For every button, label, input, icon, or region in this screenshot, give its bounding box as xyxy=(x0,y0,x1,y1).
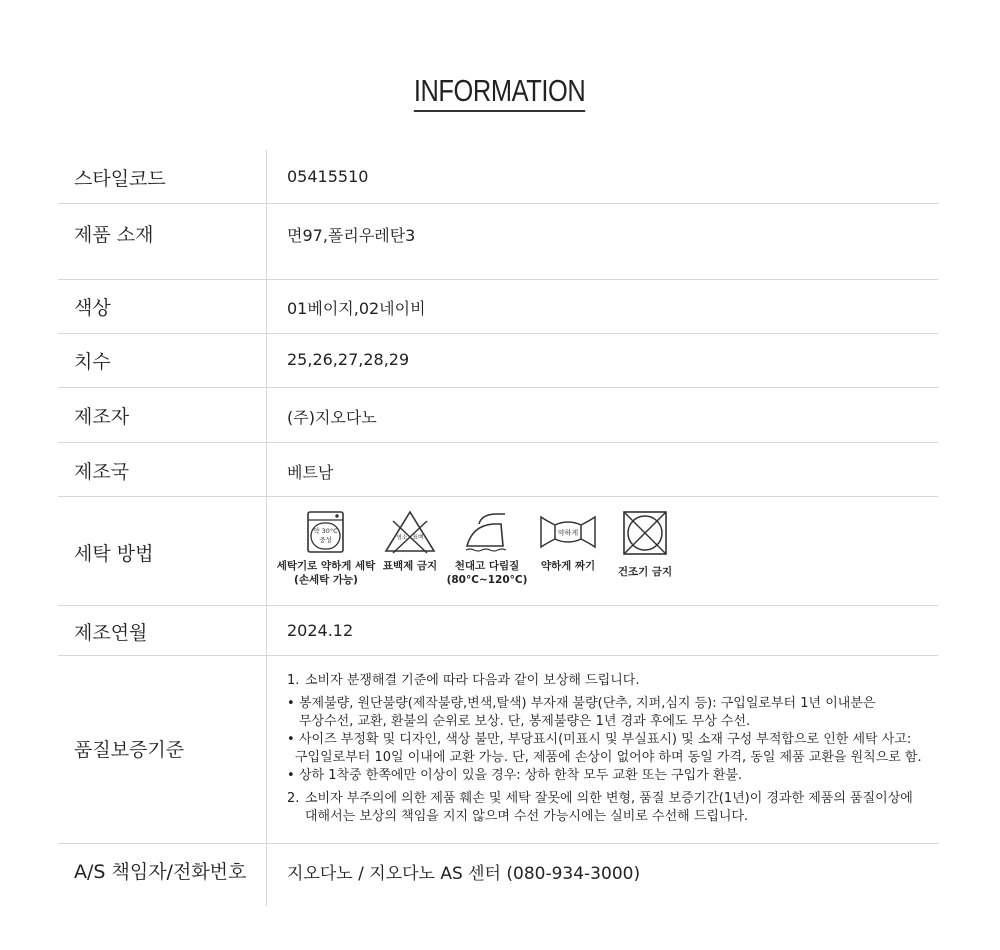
column-divider xyxy=(266,334,267,387)
column-divider xyxy=(266,280,267,333)
column-divider xyxy=(266,844,267,906)
row-label: 제조연월 xyxy=(74,622,148,644)
wash-caption: 약하게 짜기 xyxy=(540,560,596,572)
column-divider xyxy=(266,388,267,442)
wring-icon xyxy=(537,509,599,555)
wash-item xyxy=(610,509,680,587)
column-divider xyxy=(266,443,267,496)
row-manufacture-date xyxy=(58,606,938,656)
row-manufacturer xyxy=(58,388,938,443)
row-country xyxy=(58,443,938,497)
row-label: 제품 소재 xyxy=(74,224,154,246)
column-divider xyxy=(266,150,267,203)
iron-icon xyxy=(463,509,511,555)
row-label: 제조자 xyxy=(74,406,130,428)
row-label: A/S 책임자/전화번호 xyxy=(74,861,247,883)
svg-text:표백: 표백 xyxy=(412,535,424,541)
row-color xyxy=(58,280,938,334)
wash-caption: 세탁기로 약하게 세탁 (손세탁 가능) xyxy=(276,560,376,586)
row-value: 2024.12 xyxy=(287,621,354,640)
column-divider xyxy=(266,204,267,279)
row-value: 지오다노 / 지오다노 AS 센터 (080-934-3000) xyxy=(287,864,641,884)
column-divider xyxy=(266,497,267,605)
wash-item xyxy=(532,509,604,587)
svg-text:약하게: 약하게 xyxy=(557,529,579,537)
row-material xyxy=(58,204,938,280)
row-wash-method xyxy=(58,497,938,606)
wash-icons xyxy=(276,509,686,587)
row-label: 품질보증기준 xyxy=(74,739,185,761)
svg-text:염소: 염소 xyxy=(396,535,408,541)
row-value: 05415510 xyxy=(287,167,369,186)
row-value: 베트남 xyxy=(287,463,334,482)
row-label: 제조국 xyxy=(74,461,130,483)
row-value: 25,26,27,28,29 xyxy=(287,350,410,369)
column-divider xyxy=(266,606,267,655)
wash-detergent-text: 중성 xyxy=(319,536,332,544)
wash-caption: 천대고 다림질 (80°C~120°C) xyxy=(446,560,528,586)
guarantee-bullet-3: • 상하 1착중 한쪽에만 이상이 있을 경우: 상하 한착 모두 교환 또는 구입가 환불. xyxy=(287,768,743,783)
row-label: 세탁 방법 xyxy=(74,543,154,565)
section-title-text: INFORMATION xyxy=(414,72,586,112)
wash-machine-icon xyxy=(306,509,346,555)
row-size xyxy=(58,334,938,388)
row-style-code xyxy=(58,150,938,204)
section-title xyxy=(0,72,1000,112)
info-table xyxy=(58,150,938,906)
row-quality-guarantee xyxy=(58,656,938,844)
wash-caption: 표백제 금지 xyxy=(382,560,438,572)
wash-item xyxy=(448,509,526,587)
row-label: 스타일코드 xyxy=(74,168,166,190)
no-bleach-icon xyxy=(383,509,437,555)
row-label: 치수 xyxy=(74,351,111,373)
no-tumble-dry-icon xyxy=(621,509,669,557)
quality-guarantee-text: 1. 소비자 분쟁해결 기준에 따라 다음과 같이 보상해 드립니다. • 봉제불량, 원단불량(제작불량,변색,탈색) 부자재 불량(단추, 지퍼,심지 등): 구입일로부터 1년 이내분은 무상수선, 교환, 환불의 순위로 보상. 단, 봉제불량은 1년 경과 후에도 무상 수선. • 사이즈 부정확 및 디자인, 색상 불만, 부당표시(미표시 및 부실표시) 및 소재 구성 부적합으로 인한 세탁 사고: 구입일로부터 10일 이내에 교환 가능. 단, 제품에 손상이 없어야 하며 동일 가격, 동일 제품 교환을 원칙으로 함. • 상하 1착중 한쪽에만 이상이 있을 경우: 상하 한착 모두 교환 또는 구입가 환불. 2. 소비자 부주의에 의한 제품 훼손 및 세탁 잘못에 의한 변형, 품질 보증기간(1년)이 경과한 제품의 품질이상에 대해서는 보상의 책임을 지지 않으며 수선 가능시에는 실비로 수선해 드립니다. xyxy=(287,673,922,824)
wash-item xyxy=(378,509,442,587)
row-value: (주)지오다노 xyxy=(287,408,377,427)
row-as-contact xyxy=(58,844,938,906)
guarantee-item-1: 1. 소비자 분쟁해결 기준에 따라 다음과 같이 보상해 드립니다. xyxy=(287,673,640,688)
row-value: 면97,폴리우레탄3 xyxy=(287,226,416,245)
row-value: 01베이지,02네이비 xyxy=(287,299,426,318)
wash-item xyxy=(276,509,376,587)
wash-caption: 건조기 금지 xyxy=(617,566,673,578)
guarantee-bullet-1: • 봉제불량, 원단불량(제작불량,변색,탈색) 부자재 불량(단추, 지퍼,심지 등): 구입일로부터 1년 이내분은 xyxy=(287,696,876,711)
guarantee-bullet-2: • 사이즈 부정확 및 디자인, 색상 불만, 부당표시(미표시 및 부실표시) 및 소재 구성 부적합으로 인한 세탁 사고: xyxy=(287,732,912,747)
wash-temp-text: 약 30°C xyxy=(313,527,338,535)
guarantee-item-2: 2. 소비자 부주의에 의한 제품 훼손 및 세탁 잘못에 의한 변형, 품질 보증기간(1년)이 경과한 제품의 품질이상에 xyxy=(287,791,913,806)
column-divider xyxy=(266,656,267,843)
row-label: 색상 xyxy=(74,297,111,319)
